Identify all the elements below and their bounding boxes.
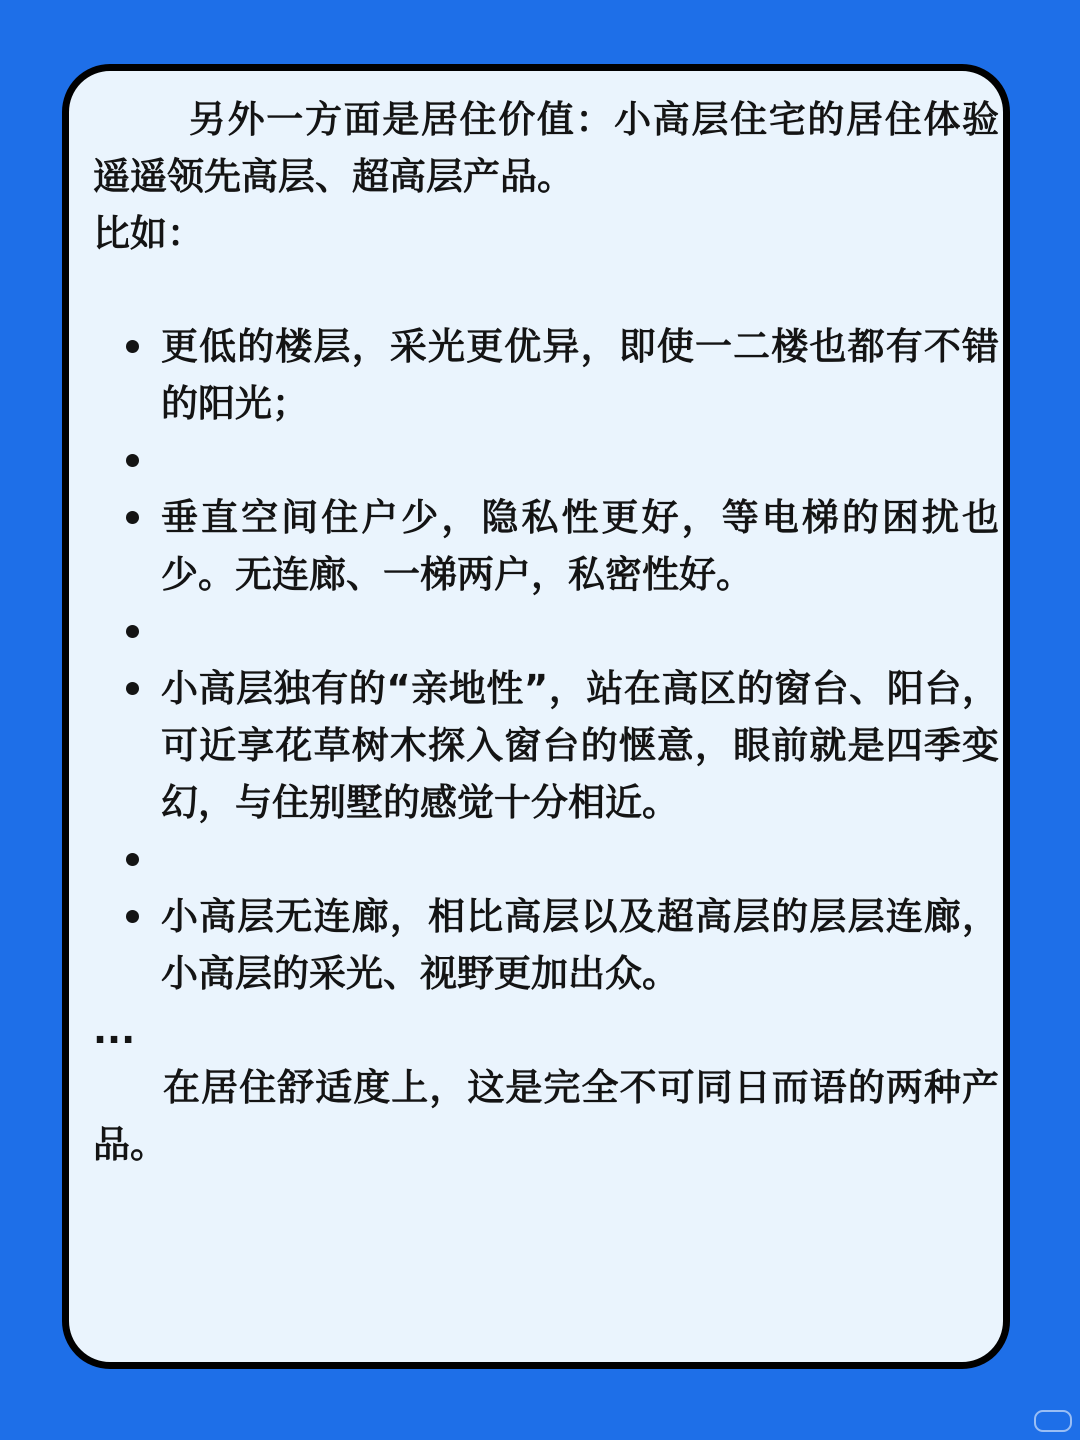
content-card [62, 64, 1010, 1369]
list-item-text: 垂直空间住户少，隐私性更好，等电梯的困扰也少。无连廊、一梯两户，私密性好。 [161, 496, 999, 596]
list-item [93, 888, 999, 1002]
list-item [93, 489, 999, 603]
conclusion-paragraph: 在居住舒适度上，这是完全不可同日而语的两种产品。 [93, 1066, 999, 1166]
list-item [93, 831, 999, 888]
bullet-icon [126, 625, 139, 638]
ellipsis: ... [93, 1009, 136, 1052]
list-item [93, 432, 999, 489]
list-item-text: 小高层独有的“亲地性”，站在高区的窗台、阳台，可近享花草树木探入窗台的惬意，眼前就是四季变幻，与住别墅的感觉十分相近。 [161, 667, 999, 824]
bullet-icon [126, 454, 139, 467]
watermark-icon [1034, 1410, 1072, 1432]
list-item [93, 660, 999, 831]
spacer [93, 262, 999, 318]
bullet-icon [126, 340, 139, 353]
bullet-icon [126, 853, 139, 866]
bullet-icon [126, 682, 139, 695]
intro-lead: 比如： [93, 212, 204, 255]
list-item-text: 更低的楼层，采光更优异，即使一二楼也都有不错的阳光； [161, 325, 999, 425]
list-item [93, 318, 999, 432]
bullet-icon [126, 910, 139, 923]
list-item-text: 小高层无连廊，相比高层以及超高层的层层连廊，小高层的采光、视野更加出众。 [161, 895, 999, 995]
article-body [93, 91, 999, 1173]
intro-paragraph: 另外一方面是居住价值：小高层住宅的居住体验遥遥领先高层、超高层产品。 [93, 98, 999, 198]
list-item [93, 603, 999, 660]
bullet-list [93, 318, 999, 1002]
bullet-icon [126, 511, 139, 524]
